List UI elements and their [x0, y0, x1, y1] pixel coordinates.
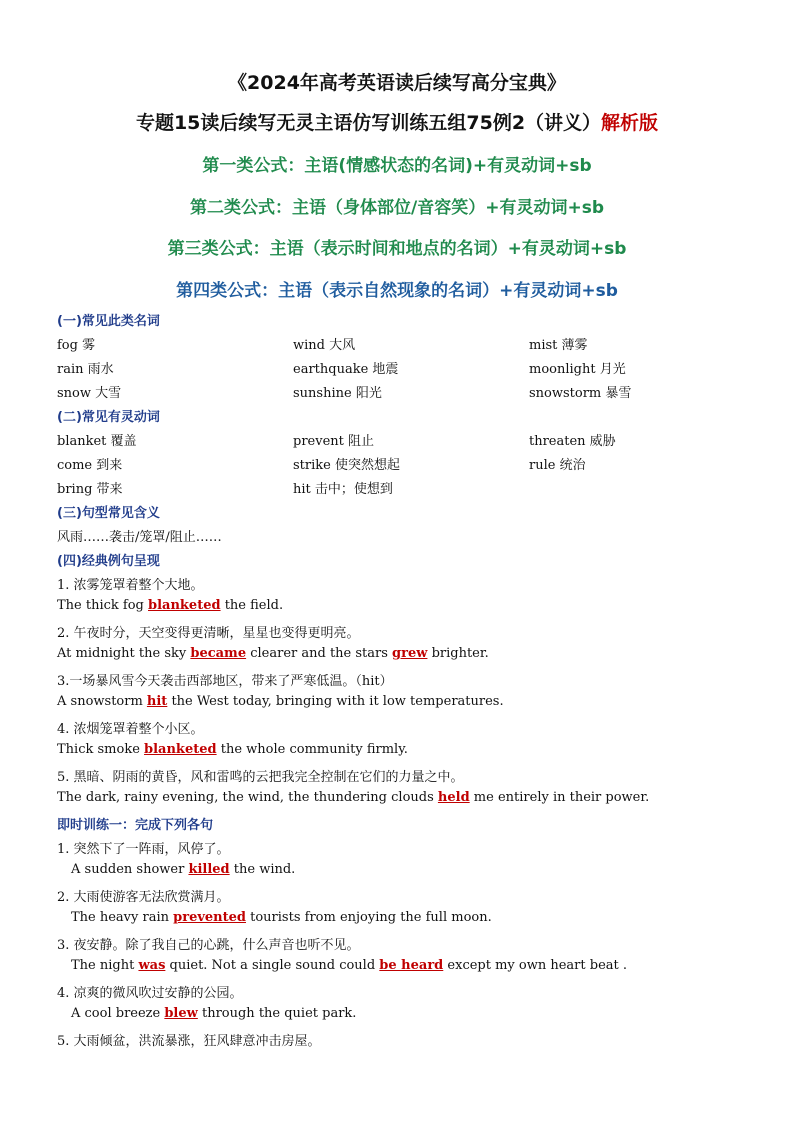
practice-en: A cool breeze blew through the quiet park.	[71, 1006, 357, 1021]
formula-1: 第一类公式：主语(情感状态的名词)+有灵动词+sb	[202, 156, 592, 176]
example-cn: 3.一场暴风雪今天袭击西部地区，带来了严寒低温。（hit）	[57, 674, 393, 689]
document-title: 《2024年高考英语读后续写高分宝典》	[228, 72, 566, 94]
vocab-item: strike 使突然想起	[293, 458, 400, 473]
example-en: A snowstorm hit the West today, bringing with it low temperatures.	[57, 694, 504, 709]
section-heading-verbs: (二)常见有灵动词	[57, 410, 160, 425]
vocab-item: mist 薄雾	[529, 338, 588, 353]
vocab-item: hit 击中；使想到	[293, 482, 393, 497]
answer-word: killed	[188, 862, 230, 877]
practice-en: The night was quiet. Not a single sound could be heard except my own heart beat .	[71, 958, 627, 973]
vocab-item: sunshine 阳光	[293, 386, 382, 401]
answer-word: be heard	[379, 958, 444, 973]
vocab-item: moonlight 月光	[529, 362, 626, 377]
example-cn: 4. 浓烟笼罩着整个小区。	[57, 722, 204, 737]
answer-word: hit	[146, 694, 168, 709]
practice-heading: 即时训练一：完成下列各句	[57, 818, 214, 833]
practice-cn: 5. 大雨倾盆，洪流暴涨，狂风肆意冲击房屋。	[57, 1034, 321, 1049]
vocab-item: blanket 覆盖	[57, 434, 137, 449]
vocab-item: come 到来	[57, 458, 123, 473]
vocab-item: bring 带来	[57, 482, 123, 497]
subtitle-tag: 解析版	[601, 112, 659, 134]
vocab-item: threaten 威胁	[529, 434, 616, 449]
vocab-item: prevent 阻止	[293, 434, 374, 449]
vocab-item: rain 雨水	[57, 362, 114, 377]
answer-word: blanketed	[148, 598, 221, 613]
example-en: The thick fog blanketed the field.	[57, 598, 284, 613]
example-en: The dark, rainy evening, the wind, the thundering clouds held me entirely in their power.	[57, 790, 650, 805]
document-subtitle	[0, 108, 794, 135]
answer-word: held	[437, 790, 470, 805]
meaning-text: 风雨……袭击/笼罩/阻止……	[57, 530, 222, 545]
section-heading-meaning: (三)句型常见含义	[57, 506, 160, 521]
example-en: At midnight the sky became clearer and the stars grew brighter.	[57, 646, 489, 661]
answer-word: was	[138, 958, 166, 973]
answer-word: grew	[392, 646, 428, 661]
practice-cn: 1. 突然下了一阵雨，风停了。	[57, 842, 230, 857]
answer-word: prevented	[173, 910, 246, 925]
example-en: Thick smoke blanketed the whole community firmly.	[57, 742, 408, 757]
answer-word: blanketed	[144, 742, 217, 757]
answer-word: blew	[164, 1006, 198, 1021]
answer-word: became	[190, 646, 247, 661]
practice-en: A sudden shower killed the wind.	[71, 862, 296, 877]
vocab-item: earthquake 地震	[293, 362, 399, 377]
section-heading-nouns: (一)常见此类名词	[57, 314, 160, 329]
formula-2: 第二类公式：主语（身体部位/音容笑）+有灵动词+sb	[190, 198, 604, 218]
formula-3: 第三类公式：主语（表示时间和地点的名词）+有灵动词+sb	[167, 239, 627, 259]
practice-en: The heavy rain prevented tourists from enjoying the full moon.	[71, 910, 492, 925]
practice-cn: 4. 凉爽的微风吹过安静的公园。	[57, 986, 243, 1001]
vocab-item: snowstorm 暴雪	[529, 386, 632, 401]
subtitle-text: 专题15读后续写无灵主语仿写训练五组75例2（讲义）	[135, 112, 602, 134]
vocab-item: snow 大雪	[57, 386, 122, 401]
formula-4: 第四类公式：主语（表示自然现象的名词）+有灵动词+sb	[176, 281, 618, 301]
example-cn: 5. 黑暗、阴雨的黄昏，风和雷鸣的云把我完全控制在它们的力量之中。	[57, 770, 464, 785]
practice-cn: 2. 大雨使游客无法欣赏满月。	[57, 890, 230, 905]
practice-cn: 3. 夜安静。除了我自己的心跳，什么声音也听不见。	[57, 938, 360, 953]
example-cn: 1. 浓雾笼罩着整个大地。	[57, 578, 204, 593]
vocab-item: wind 大风	[293, 338, 356, 353]
vocab-item: rule 统治	[529, 458, 586, 473]
example-cn: 2. 午夜时分，天空变得更清晰，星星也变得更明亮。	[57, 626, 360, 641]
section-heading-examples: (四)经典例句呈现	[57, 554, 160, 569]
vocab-item: fog 雾	[57, 338, 96, 353]
